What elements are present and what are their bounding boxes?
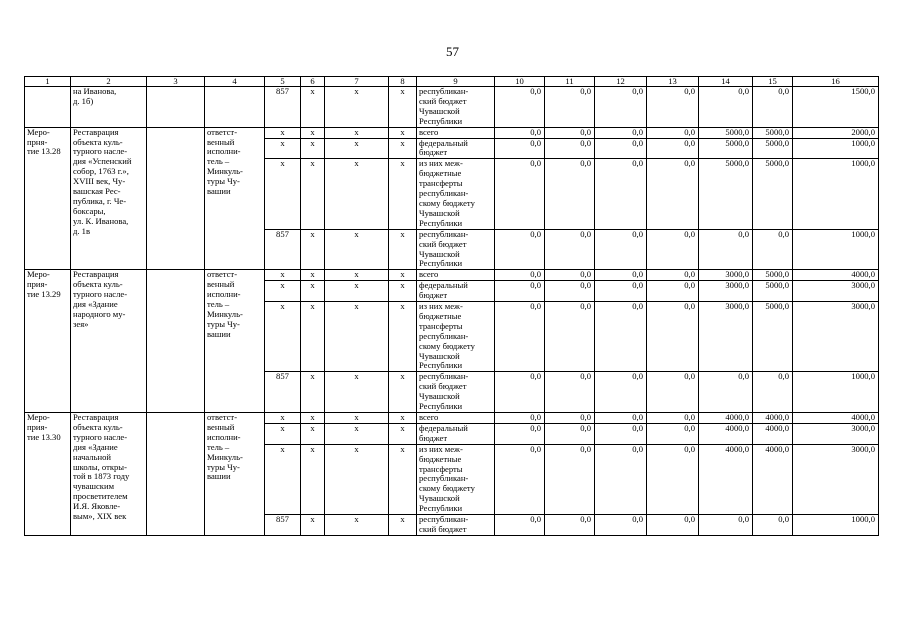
code-cell: х <box>389 281 417 302</box>
value-cell: 0,0 <box>647 127 699 138</box>
value-cell: 1000,0 <box>793 138 879 159</box>
value-cell: 1000,0 <box>793 515 879 536</box>
column-number: 13 <box>647 77 699 87</box>
column-number: 15 <box>753 77 793 87</box>
value-cell: 4000,0 <box>793 413 879 424</box>
column-number: 8 <box>389 77 417 87</box>
code-cell: х <box>389 159 417 229</box>
value-cell: 0,0 <box>647 87 699 128</box>
funding-source-cell: всего <box>417 413 495 424</box>
value-cell: 0,0 <box>699 515 753 536</box>
value-cell: 0,0 <box>545 423 595 444</box>
value-cell: 0,0 <box>753 87 793 128</box>
funding-source-cell: из них меж- бюджетные трансферты республикан- скому бюджету Чувашской Республики <box>417 444 495 514</box>
value-cell: 0,0 <box>545 413 595 424</box>
funding-source-cell: республикан- ский бюджет Чувашской Республики <box>417 87 495 128</box>
value-cell: 0,0 <box>595 159 647 229</box>
value-cell: 5000,0 <box>753 281 793 302</box>
value-cell: 0,0 <box>495 281 545 302</box>
value-cell: 0,0 <box>595 423 647 444</box>
code-cell: х <box>389 87 417 128</box>
budget-table <box>24 76 879 536</box>
value-cell: 5000,0 <box>753 159 793 229</box>
kbk-code-cell: х <box>265 444 301 514</box>
funding-source-cell: республикан- ский бюджет Чувашской Республики <box>417 372 495 413</box>
value-cell: 0,0 <box>495 423 545 444</box>
value-cell: 0,0 <box>595 515 647 536</box>
value-cell: 0,0 <box>595 87 647 128</box>
value-cell: 0,0 <box>595 229 647 270</box>
value-cell: 0,0 <box>647 159 699 229</box>
code-cell: х <box>389 413 417 424</box>
value-cell: 0,0 <box>647 372 699 413</box>
value-cell: 3000,0 <box>699 270 753 281</box>
executor-cell: ответст- венный исполни- тель – Минкуль- туры Чу- вашии <box>205 270 265 413</box>
value-cell: 0,0 <box>647 444 699 514</box>
value-cell: 0,0 <box>595 302 647 372</box>
value-cell: 0,0 <box>495 444 545 514</box>
code-cell: х <box>389 302 417 372</box>
code-cell: х <box>389 229 417 270</box>
page-number: 57 <box>446 44 459 59</box>
kbk-code-cell: х <box>265 138 301 159</box>
value-cell: 0,0 <box>699 87 753 128</box>
code-cell: х <box>325 270 389 281</box>
column-number: 9 <box>417 77 495 87</box>
value-cell: 0,0 <box>647 281 699 302</box>
code-cell: х <box>325 515 389 536</box>
object-name-cell: Реставрация объекта куль- турного насле- дия «Здание народного му- зея» <box>71 270 147 413</box>
column-number: 12 <box>595 77 647 87</box>
code-cell: х <box>301 444 325 514</box>
value-cell: 0,0 <box>647 302 699 372</box>
value-cell: 0,0 <box>753 515 793 536</box>
column-number-row <box>25 77 879 87</box>
value-cell: 1000,0 <box>793 159 879 229</box>
code-cell: х <box>325 159 389 229</box>
code-cell: х <box>325 87 389 128</box>
value-cell: 0,0 <box>545 229 595 270</box>
kbk-code-cell: 857 <box>265 87 301 128</box>
kbk-code-cell: х <box>265 159 301 229</box>
measure-label-cell: Меро- прня- тие 13.28 <box>25 127 71 270</box>
empty-cell <box>147 87 205 128</box>
funding-source-cell: всего <box>417 270 495 281</box>
object-name-cell: Реставрация объекта куль- турного насле- дия «Успенский собор, 1763 г.», XVIII век, Чу- вашская Рес- публика, г. Че- боксары, ул. К. Иванова, д. 1в <box>71 127 147 270</box>
funding-source-cell: республикан- ский бюджет <box>417 515 495 536</box>
code-cell: х <box>301 281 325 302</box>
code-cell: х <box>389 372 417 413</box>
value-cell: 4000,0 <box>753 423 793 444</box>
value-cell: 3000,0 <box>699 302 753 372</box>
column-number: 6 <box>301 77 325 87</box>
executor-cell: ответст- венный исполни- тель – Минкуль- туры Чу- вашии <box>205 413 265 536</box>
code-cell: х <box>301 138 325 159</box>
funding-source-cell: федеральный бюджет <box>417 281 495 302</box>
object-name-cell: Реставрация объекта куль- турного насле- дия «Здание начальной школы, откры- той в 1873 году чувашским просветителем И.Я. Яковле- вым», XIX век <box>71 413 147 536</box>
column-number: 5 <box>265 77 301 87</box>
value-cell: 3000,0 <box>793 302 879 372</box>
value-cell: 0,0 <box>495 372 545 413</box>
value-cell: 0,0 <box>699 372 753 413</box>
value-cell: 5000,0 <box>699 138 753 159</box>
value-cell: 0,0 <box>495 413 545 424</box>
empty-cell <box>147 413 205 536</box>
value-cell: 0,0 <box>647 515 699 536</box>
column-number: 11 <box>545 77 595 87</box>
object-name-cell: на Иванова, д. 1б) <box>71 87 147 128</box>
executor-cell: ответст- венный исполни- тель – Минкуль- туры Чу- вашии <box>205 127 265 270</box>
code-cell: х <box>389 444 417 514</box>
table-row <box>25 127 879 138</box>
kbk-code-cell: х <box>265 127 301 138</box>
value-cell: 0,0 <box>545 270 595 281</box>
column-number: 2 <box>71 77 147 87</box>
empty-cell <box>147 127 205 270</box>
value-cell: 0,0 <box>753 372 793 413</box>
value-cell: 0,0 <box>545 159 595 229</box>
kbk-code-cell: х <box>265 413 301 424</box>
table-row <box>25 413 879 424</box>
code-cell: х <box>301 302 325 372</box>
code-cell: х <box>389 515 417 536</box>
value-cell: 5000,0 <box>699 159 753 229</box>
column-number: 10 <box>495 77 545 87</box>
value-cell: 1000,0 <box>793 372 879 413</box>
value-cell: 0,0 <box>545 302 595 372</box>
kbk-code-cell: х <box>265 423 301 444</box>
funding-source-cell: всего <box>417 127 495 138</box>
code-cell: х <box>325 281 389 302</box>
kbk-code-cell: х <box>265 270 301 281</box>
value-cell: 0,0 <box>647 423 699 444</box>
value-cell: 4000,0 <box>753 413 793 424</box>
code-cell: х <box>325 423 389 444</box>
funding-source-cell: из них меж- бюджетные трансферты республикан- скому бюджету Чувашской Республики <box>417 302 495 372</box>
column-number: 1 <box>25 77 71 87</box>
code-cell: х <box>301 413 325 424</box>
value-cell: 0,0 <box>595 372 647 413</box>
value-cell: 0,0 <box>595 413 647 424</box>
value-cell: 5000,0 <box>753 138 793 159</box>
value-cell: 0,0 <box>545 138 595 159</box>
value-cell: 0,0 <box>545 515 595 536</box>
code-cell: х <box>301 515 325 536</box>
value-cell: 0,0 <box>545 87 595 128</box>
value-cell: 0,0 <box>495 159 545 229</box>
kbk-code-cell: 857 <box>265 372 301 413</box>
code-cell: х <box>325 127 389 138</box>
code-cell: х <box>301 372 325 413</box>
value-cell: 0,0 <box>647 138 699 159</box>
value-cell: 0,0 <box>647 229 699 270</box>
code-cell: х <box>325 372 389 413</box>
funding-source-cell: федеральный бюджет <box>417 423 495 444</box>
code-cell: х <box>389 270 417 281</box>
code-cell: х <box>301 159 325 229</box>
value-cell: 0,0 <box>753 229 793 270</box>
measure-label-cell <box>25 87 71 128</box>
code-cell: х <box>325 302 389 372</box>
executor-cell <box>205 87 265 128</box>
code-cell: х <box>301 87 325 128</box>
code-cell: х <box>301 229 325 270</box>
value-cell: 3000,0 <box>793 281 879 302</box>
column-number: 3 <box>147 77 205 87</box>
value-cell: 4000,0 <box>699 413 753 424</box>
value-cell: 0,0 <box>545 127 595 138</box>
value-cell: 0,0 <box>495 127 545 138</box>
value-cell: 0,0 <box>545 372 595 413</box>
column-number: 7 <box>325 77 389 87</box>
value-cell: 0,0 <box>699 229 753 270</box>
value-cell: 3000,0 <box>793 444 879 514</box>
kbk-code-cell: 857 <box>265 515 301 536</box>
value-cell: 3000,0 <box>699 281 753 302</box>
code-cell: х <box>301 127 325 138</box>
empty-cell <box>147 270 205 413</box>
value-cell: 5000,0 <box>753 270 793 281</box>
value-cell: 0,0 <box>545 444 595 514</box>
code-cell: х <box>389 127 417 138</box>
value-cell: 4000,0 <box>699 423 753 444</box>
value-cell: 0,0 <box>595 281 647 302</box>
table-row <box>25 270 879 281</box>
value-cell: 0,0 <box>595 270 647 281</box>
code-cell: х <box>389 423 417 444</box>
code-cell: х <box>325 229 389 270</box>
value-cell: 0,0 <box>595 138 647 159</box>
funding-source-cell: федеральный бюджет <box>417 138 495 159</box>
code-cell: х <box>325 413 389 424</box>
value-cell: 0,0 <box>647 270 699 281</box>
code-cell: х <box>389 138 417 159</box>
kbk-code-cell: х <box>265 302 301 372</box>
code-cell: х <box>301 423 325 444</box>
code-cell: х <box>325 138 389 159</box>
column-number: 16 <box>793 77 879 87</box>
value-cell: 0,0 <box>495 87 545 128</box>
kbk-code-cell: 857 <box>265 229 301 270</box>
funding-source-cell: республикан- ский бюджет Чувашской Республики <box>417 229 495 270</box>
value-cell: 5000,0 <box>753 127 793 138</box>
value-cell: 3000,0 <box>793 423 879 444</box>
value-cell: 5000,0 <box>699 127 753 138</box>
column-number: 4 <box>205 77 265 87</box>
measure-label-cell: Меро- прия- тие 13.29 <box>25 270 71 413</box>
value-cell: 4000,0 <box>699 444 753 514</box>
value-cell: 0,0 <box>495 138 545 159</box>
code-cell: х <box>325 444 389 514</box>
value-cell: 0,0 <box>495 229 545 270</box>
value-cell: 0,0 <box>495 515 545 536</box>
value-cell: 4000,0 <box>793 270 879 281</box>
value-cell: 4000,0 <box>753 444 793 514</box>
value-cell: 5000,0 <box>753 302 793 372</box>
code-cell: х <box>301 270 325 281</box>
funding-source-cell: из них меж- бюджетные трансферты республикан- скому бюджету Чувашской Республики <box>417 159 495 229</box>
measure-label-cell: Меро- прия- тие 13.30 <box>25 413 71 536</box>
column-number: 14 <box>699 77 753 87</box>
value-cell: 0,0 <box>595 127 647 138</box>
kbk-code-cell: х <box>265 281 301 302</box>
table-row <box>25 87 879 128</box>
value-cell: 0,0 <box>595 444 647 514</box>
value-cell: 0,0 <box>495 270 545 281</box>
value-cell: 1500,0 <box>793 87 879 128</box>
value-cell: 0,0 <box>495 302 545 372</box>
value-cell: 0,0 <box>647 413 699 424</box>
value-cell: 0,0 <box>545 281 595 302</box>
value-cell: 2000,0 <box>793 127 879 138</box>
value-cell: 1000,0 <box>793 229 879 270</box>
